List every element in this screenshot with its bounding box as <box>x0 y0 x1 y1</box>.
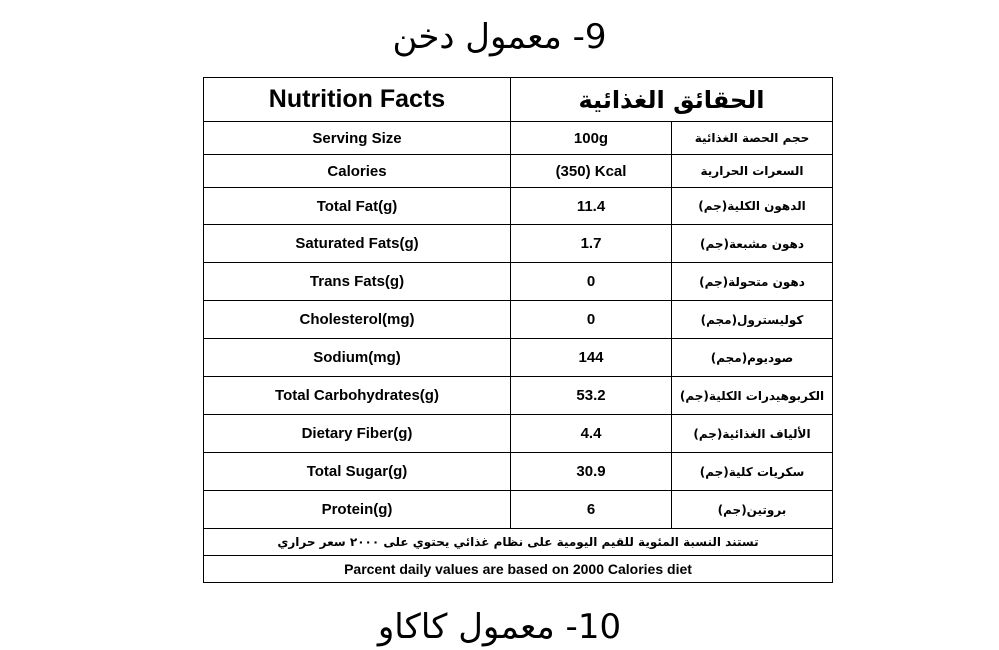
nutrient-label-en: Trans Fats(g) <box>204 263 511 301</box>
page-heading: 9- معمول دخن <box>392 17 607 57</box>
title-ar: الحقائق الغذائية <box>511 78 833 122</box>
nutrient-value: 4.4 <box>511 415 672 453</box>
nutrient-value: 144 <box>511 339 672 377</box>
nutrient-label-ar: السعرات الحرارية <box>672 155 833 188</box>
nutrient-label-en: Saturated Fats(g) <box>204 225 511 263</box>
nutrient-label-ar: الدهون الكلية(جم) <box>672 188 833 225</box>
nutrient-label-ar: الألياف الغذائية(جم) <box>672 415 833 453</box>
table-row <box>204 155 833 188</box>
table-row <box>204 122 833 155</box>
table-header-row <box>204 78 833 122</box>
nutrient-rows <box>204 122 833 529</box>
nutrient-label-en: Total Sugar(g) <box>204 453 511 491</box>
nutrient-label-ar: كوليسترول(مجم) <box>672 301 833 339</box>
nutrient-value: 53.2 <box>511 377 672 415</box>
nutrient-value: (350) Kcal <box>511 155 672 188</box>
nutrient-label-ar: بروتين(جم) <box>672 491 833 529</box>
footnote-ar-row <box>204 529 833 556</box>
nutrient-label-en: Total Carbohydrates(g) <box>204 377 511 415</box>
nutrient-value: 30.9 <box>511 453 672 491</box>
next-page-heading: 10- معمول كاكاو <box>377 607 622 647</box>
nutrient-label-en: Sodium(mg) <box>204 339 511 377</box>
nutrient-label-ar: الكربوهيدرات الكلية(جم) <box>672 377 833 415</box>
nutrition-facts-table <box>203 77 833 583</box>
nutrient-value: 0 <box>511 301 672 339</box>
nutrient-value: 6 <box>511 491 672 529</box>
nutrient-label-en: Serving Size <box>204 122 511 155</box>
nutrient-value: 0 <box>511 263 672 301</box>
table-row <box>204 301 833 339</box>
nutrient-label-en: Calories <box>204 155 511 188</box>
table-row <box>204 263 833 301</box>
table-row <box>204 188 833 225</box>
nutrient-value: 100g <box>511 122 672 155</box>
nutrient-label-ar: دهون متحولة(جم) <box>672 263 833 301</box>
table-row <box>204 453 833 491</box>
table-row <box>204 339 833 377</box>
nutrient-label-en: Protein(g) <box>204 491 511 529</box>
nutrient-label-ar: صوديوم(مجم) <box>672 339 833 377</box>
table-row <box>204 415 833 453</box>
nutrient-label-ar: سكريات كلية(جم) <box>672 453 833 491</box>
footnote-en: Parcent daily values are based on 2000 Calories diet <box>204 556 833 583</box>
nutrient-value: 1.7 <box>511 225 672 263</box>
nutrient-value: 11.4 <box>511 188 672 225</box>
nutrient-label-en: Dietary Fiber(g) <box>204 415 511 453</box>
footnote-en-row <box>204 556 833 583</box>
nutrient-label-en: Cholesterol(mg) <box>204 301 511 339</box>
footnote-ar: تستند النسبة المئوية للقيم اليومية على نظام غذائي يحتوي على ٢٠٠٠ سعر حراري <box>204 529 833 556</box>
table-row <box>204 377 833 415</box>
table-row <box>204 491 833 529</box>
nutrient-label-ar: حجم الحصة الغذائية <box>672 122 833 155</box>
nutrient-label-en: Total Fat(g) <box>204 188 511 225</box>
table-row <box>204 225 833 263</box>
nutrient-label-ar: دهون مشبعة(جم) <box>672 225 833 263</box>
title-en: Nutrition Facts <box>204 78 511 122</box>
